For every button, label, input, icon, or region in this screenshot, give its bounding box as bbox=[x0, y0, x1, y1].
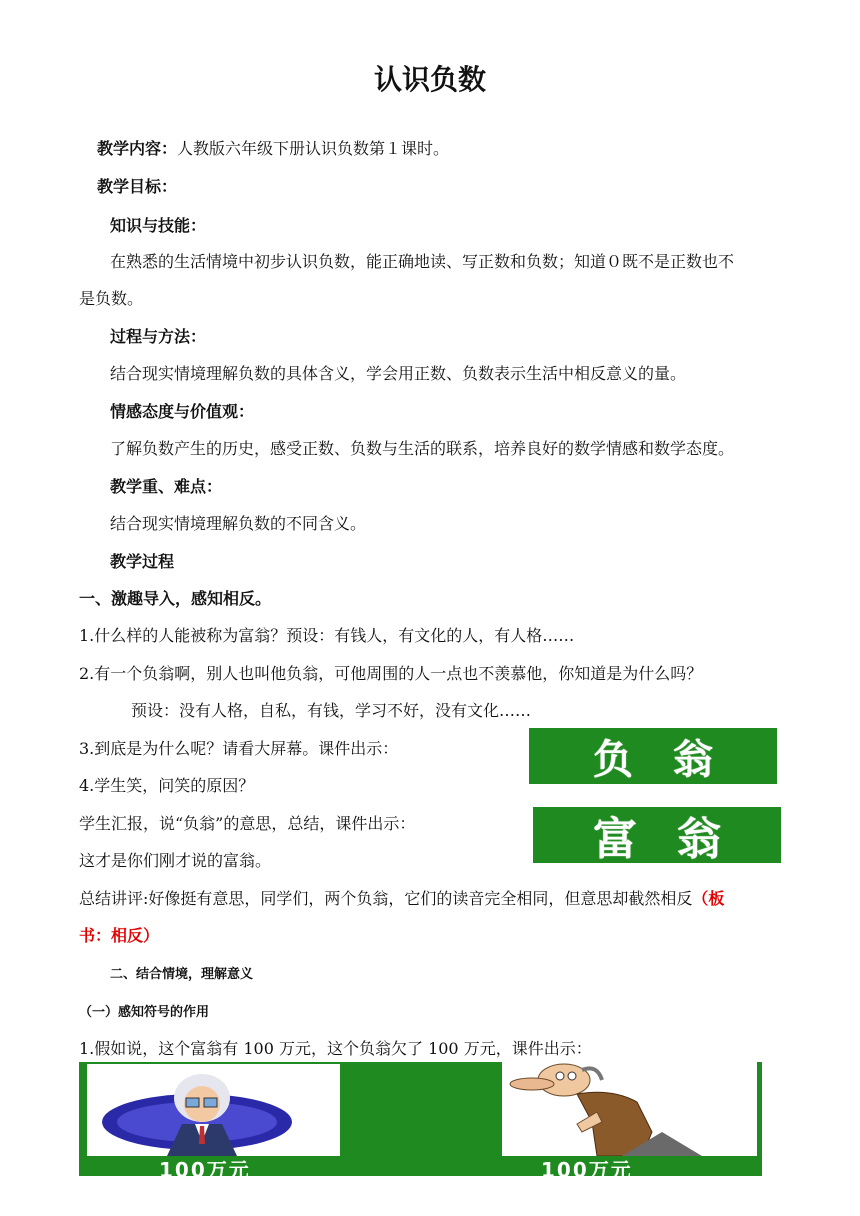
section1-q2-preset: 预设：没有人格，自私，有钱，学习不好，没有文化…… bbox=[131, 701, 532, 720]
knowledge-text-line1: 在熟悉的生活情境中初步认识负数，能正确地读、写正数和负数；知道０既不是正数也不 bbox=[110, 252, 735, 271]
money-comparison-figure bbox=[79, 1062, 762, 1182]
process-label: 过程与方法： bbox=[110, 327, 207, 346]
section1-q1: 1.什么样的人能被称为富翁？预设：有钱人，有文化的人，有人格…… bbox=[79, 626, 575, 645]
teaching-goals-label: 教学目标： bbox=[97, 177, 178, 196]
poor-man-illustration bbox=[502, 1062, 757, 1156]
rich-man-svg bbox=[87, 1064, 340, 1156]
attitude-text: 了解负数产生的历史，感受正数、负数与生活的联系，培养良好的数学情感和数学态度。 bbox=[110, 439, 735, 458]
section1-report: 学生汇报，说“负翁”的意思，总结，课件出示： bbox=[79, 814, 416, 833]
section2-item1: 1.假如说，这个富翁有 100 万元，这个负翁欠了 100 万元，课件出示： bbox=[79, 1039, 592, 1058]
teaching-content-label: 教学内容： bbox=[97, 139, 178, 158]
board-note-part1: （板 bbox=[692, 889, 725, 908]
banner-fu-weng-text: 负翁 bbox=[593, 736, 753, 783]
section1-q4: 4.学生笑，问笑的原因？ bbox=[79, 776, 255, 795]
section1-summary bbox=[79, 887, 724, 911]
attitude-label: 情感态度与价值观： bbox=[110, 402, 255, 421]
section2-sub1: （一）感知符号的作用 bbox=[79, 1005, 210, 1020]
process-text: 结合现实情境理解负数的具体含义，学会用正数、负数表示生活中相反意义的量。 bbox=[110, 364, 687, 383]
poor-man-svg bbox=[502, 1062, 757, 1156]
knowledge-text-line2: 是负数。 bbox=[79, 289, 144, 308]
process-heading: 教学过程 bbox=[110, 552, 175, 571]
section1-q3: 3.到底是为什么呢？请看大屏幕。课件出示： bbox=[79, 739, 399, 758]
key-points-label: 教学重、难点： bbox=[110, 477, 223, 496]
rich-man-caption: 100万元 bbox=[159, 1158, 251, 1182]
rich-man-illustration bbox=[87, 1064, 340, 1156]
banner-fu-weng bbox=[529, 728, 777, 784]
teaching-content bbox=[97, 137, 449, 161]
banner-rich-weng bbox=[533, 807, 781, 863]
section1-q2: 2.有一个负翁啊，别人也叫他负翁，可他周围的人一点也不羡慕他，你知道是为什么吗？ bbox=[79, 664, 703, 683]
summary-text: 总结讲评:好像挺有意思，同学们，两个负翁，它们的读音完全相同，但意思却截然相反 bbox=[79, 889, 693, 908]
section1-heading: 一、激趣导入，感知相反。 bbox=[79, 589, 272, 608]
section1-this-is: 这才是你们刚才说的富翁。 bbox=[79, 851, 272, 870]
board-note-part2: 书：相反） bbox=[79, 926, 160, 945]
key-points-text: 结合现实情境理解负数的不同含义。 bbox=[110, 514, 367, 533]
section2-heading: 二、结合情境，理解意义 bbox=[110, 967, 254, 982]
knowledge-label: 知识与技能： bbox=[110, 216, 207, 235]
banner-rich-weng-text: 富翁 bbox=[593, 814, 761, 865]
poor-man-caption: 100万元 bbox=[541, 1158, 633, 1182]
teaching-content-text: 人教版六年级下册认识负数第１课时。 bbox=[177, 139, 450, 158]
page-title: 认识负数 bbox=[373, 63, 486, 96]
